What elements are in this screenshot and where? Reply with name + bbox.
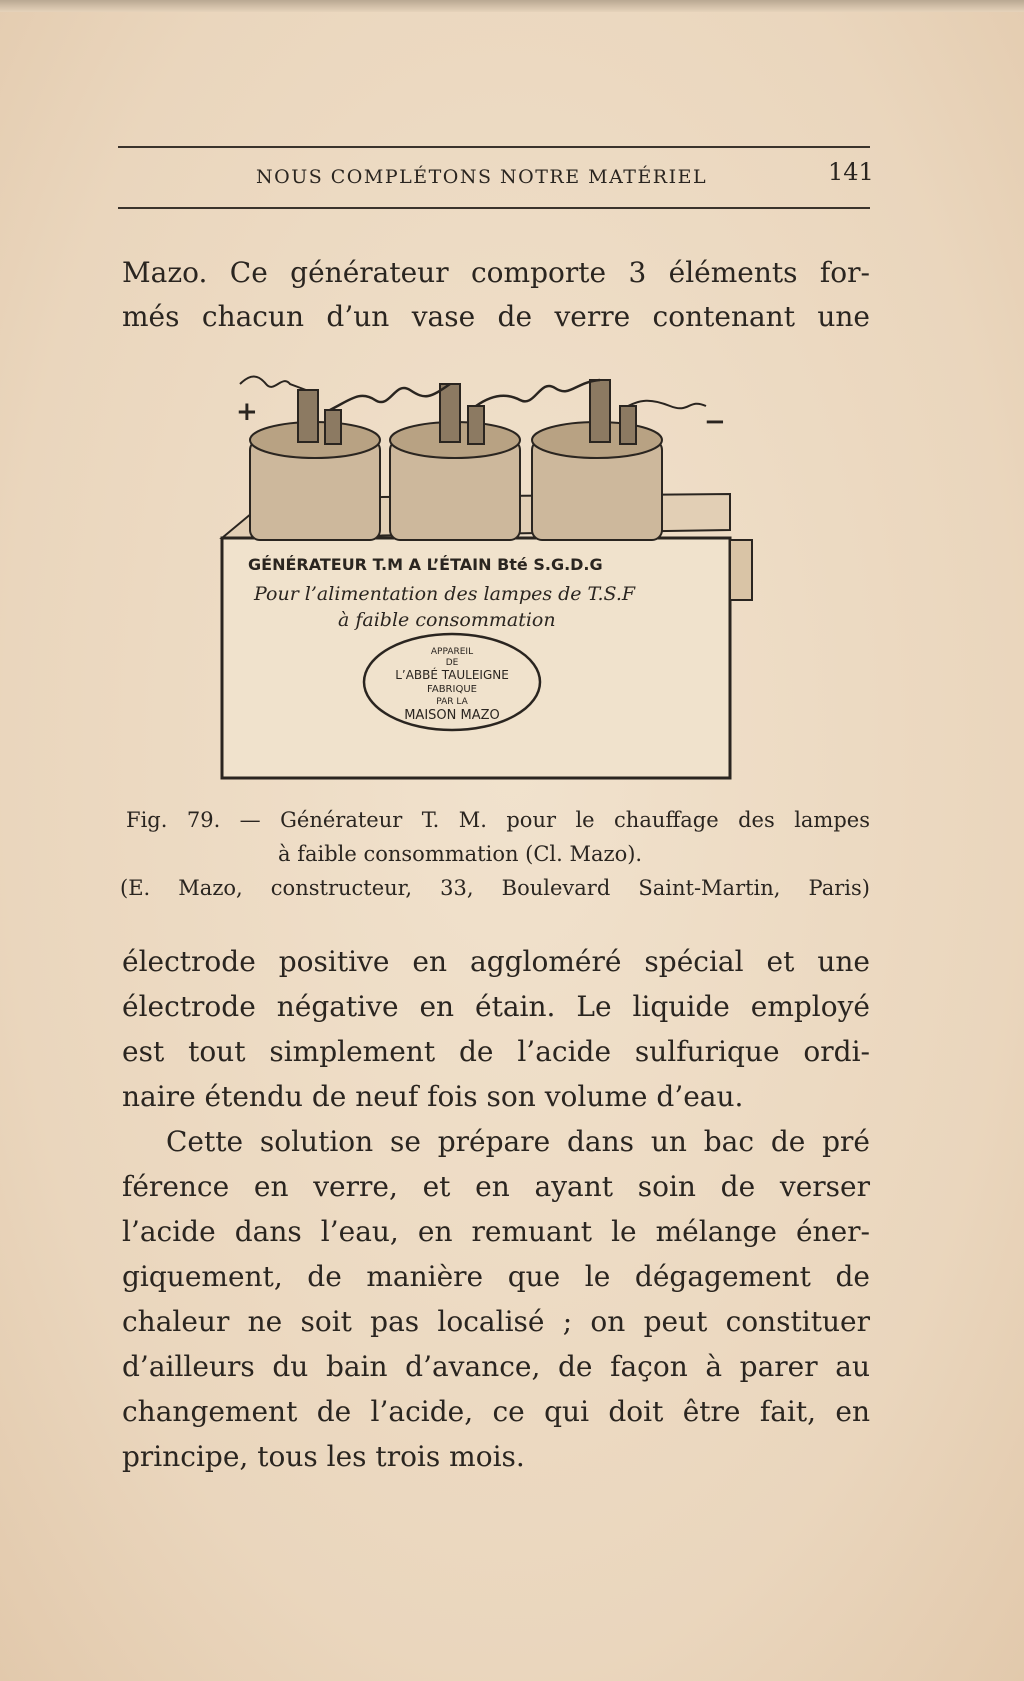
text-line: électrode négative en étain. Le liquide employé — [122, 990, 870, 1023]
page-number: 141 — [828, 158, 874, 186]
svg-text:APPAREIL: APPAREIL — [430, 647, 474, 657]
text-line: est tout simplement de l’acide sulfurique ordi- — [122, 1035, 870, 1068]
header-rule-bottom — [118, 207, 870, 209]
header-rule-top — [118, 146, 870, 148]
svg-text:L’ABBÉ TAULEIGNE: L’ABBÉ TAULEIGNE — [395, 668, 509, 682]
figure-caption-line1: Fig. 79. — Générateur T. M. pour le chauffage des lampes — [126, 808, 870, 832]
box-handle — [730, 540, 752, 600]
generator-illustration — [210, 370, 790, 790]
text-line: férence en verre, et en ayant soin de verser — [122, 1170, 870, 1203]
figure-caption-line2: à faible consommation (Cl. Mazo). — [278, 842, 643, 866]
svg-text:FABRIQUE: FABRIQUE — [427, 684, 477, 695]
box-front — [222, 538, 730, 778]
minus-terminal-sign: − — [704, 407, 726, 437]
page-top-edge — [0, 0, 1024, 12]
plus-terminal-sign: + — [236, 397, 258, 427]
running-head: NOUS COMPLÉTONS NOTRE MATÉRIEL — [256, 166, 708, 188]
text-line: changement de l’acide, ce qui doit être fait, en — [122, 1395, 870, 1428]
text-line: l’acide dans l’eau, en remuant le mélange éner- — [122, 1215, 870, 1248]
svg-text:DE: DE — [445, 658, 459, 668]
text-line: Cette solution se prépare dans un bac de pré — [166, 1125, 870, 1158]
text-line: électrode positive en aggloméré spécial et une — [122, 945, 870, 978]
svg-text:MAISON MAZO: MAISON MAZO — [404, 708, 500, 723]
text-line: giquement, de manière que le dégagement de — [122, 1260, 870, 1293]
text-line: Mazo. Ce générateur comporte 3 éléments for- — [122, 256, 870, 289]
svg-text:PAR LA: PAR LA — [436, 697, 468, 707]
text-line: principe, tous les trois mois. — [122, 1440, 525, 1473]
text-line: d’ailleurs du bain d’avance, de façon à parer au — [122, 1350, 870, 1383]
box-label-line2: Pour l’alimentation des lampes de T.S.F — [254, 583, 636, 605]
figure-caption-line3: (E. Mazo, constructeur, 33, Boulevard Saint-Martin, Paris) — [120, 876, 870, 900]
text-line: més chacun d’un vase de verre contenant une — [122, 300, 870, 333]
box-label-line1: GÉNÉRATEUR T.M A L’ÉTAIN Bté S.G.D.G — [248, 555, 603, 574]
box-label-line3: à faible consommation — [338, 609, 556, 631]
text-line: naire étendu de neuf fois son volume d’eau. — [122, 1080, 744, 1113]
text-line: chaleur ne soit pas localisé ; on peut constituer — [122, 1305, 870, 1338]
